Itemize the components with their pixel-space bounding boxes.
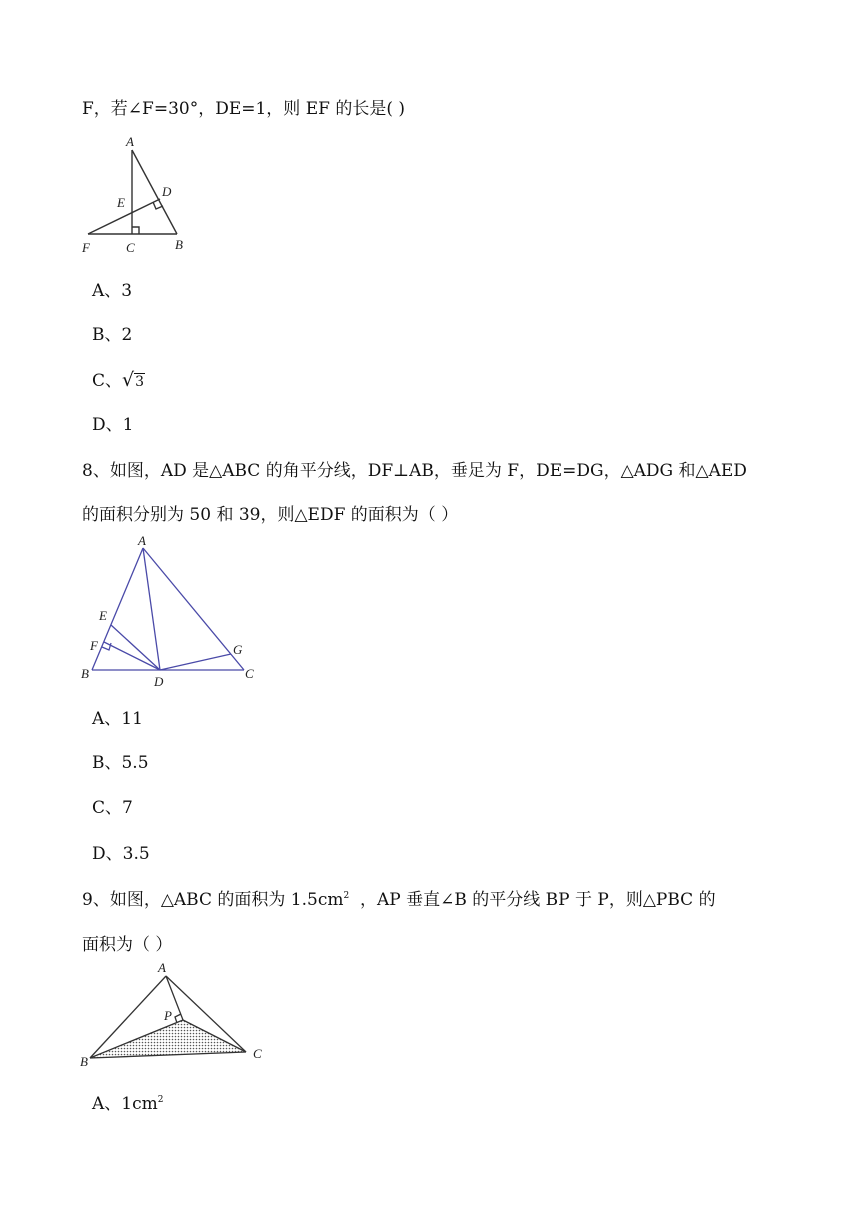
q7-option-c-prefix: C、 — [92, 371, 123, 391]
q8-label-b: B — [81, 666, 89, 681]
q9-label-a: A — [158, 960, 166, 975]
segment-ed — [111, 625, 160, 670]
segment-fd — [104, 642, 160, 670]
q9-label-p: P — [164, 1008, 172, 1023]
q9-figure — [78, 960, 278, 1070]
q7-label-c: C — [126, 240, 135, 255]
q9-stem-line1 — [82, 885, 716, 910]
q9-option-a-sup: 2 — [157, 1095, 164, 1105]
q8-option-d[interactable]: D、3.5 — [92, 844, 150, 864]
q8-stem-line1: 8、如图，AD 是△ABC 的角平分线，DF⊥AB，垂足为 F，DE=DG，△ADG 和△AED — [82, 461, 747, 481]
q8-label-d: D — [154, 674, 164, 689]
q7-label-d: D — [162, 184, 172, 199]
q8-figure — [78, 532, 268, 690]
radical-sign: √ — [122, 369, 135, 391]
q9-stem-line2: 面积为（ ） — [82, 935, 173, 955]
q9-stem-post: ，AP 垂直∠B 的平分线 BP 于 P，则△PBC 的 — [349, 890, 716, 910]
radicand: 3 — [135, 374, 145, 390]
q8-label-e: E — [99, 608, 107, 623]
q7-option-c[interactable] — [92, 366, 145, 391]
q7-option-d[interactable]: D、1 — [92, 415, 134, 435]
q9-label-b: B — [80, 1054, 88, 1069]
q9-label-c: C — [253, 1046, 262, 1061]
q8-label-a: A — [138, 533, 146, 548]
q7-label-e: E — [117, 195, 125, 210]
segment-gd — [160, 654, 231, 670]
q9-option-a[interactable] — [92, 1089, 163, 1114]
q7-option-a[interactable]: A、3 — [92, 281, 133, 301]
q7-stem: F，若∠F=30°，DE=1，则 EF 的长是( ) — [82, 99, 405, 119]
q7-label-f: F — [82, 240, 90, 255]
q9-option-a-text: A、1cm — [92, 1094, 158, 1114]
q8-label-c: C — [245, 666, 254, 681]
q8-label-f: F — [90, 638, 98, 653]
q7-label-a: A — [126, 134, 134, 149]
q8-stem-line2: 的面积分别为 50 和 39，则△EDF 的面积为（ ） — [82, 505, 459, 525]
segment-ac — [143, 548, 244, 670]
right-angle-c — [132, 227, 139, 234]
q8-option-c[interactable]: C、7 — [92, 798, 133, 818]
q8-option-a[interactable]: A、11 — [92, 709, 143, 729]
q9-stem-sup: 2 — [343, 891, 350, 901]
q8-label-g: G — [233, 642, 243, 657]
q7-figure — [80, 134, 200, 258]
q7-label-b: B — [175, 237, 183, 252]
q7-option-b[interactable]: B、2 — [92, 325, 133, 345]
q8-option-b[interactable]: B、5.5 — [92, 753, 149, 773]
q9-stem-pre: 9、如图，△ABC 的面积为 1.5cm — [82, 890, 344, 910]
sqrt-3 — [122, 369, 145, 391]
